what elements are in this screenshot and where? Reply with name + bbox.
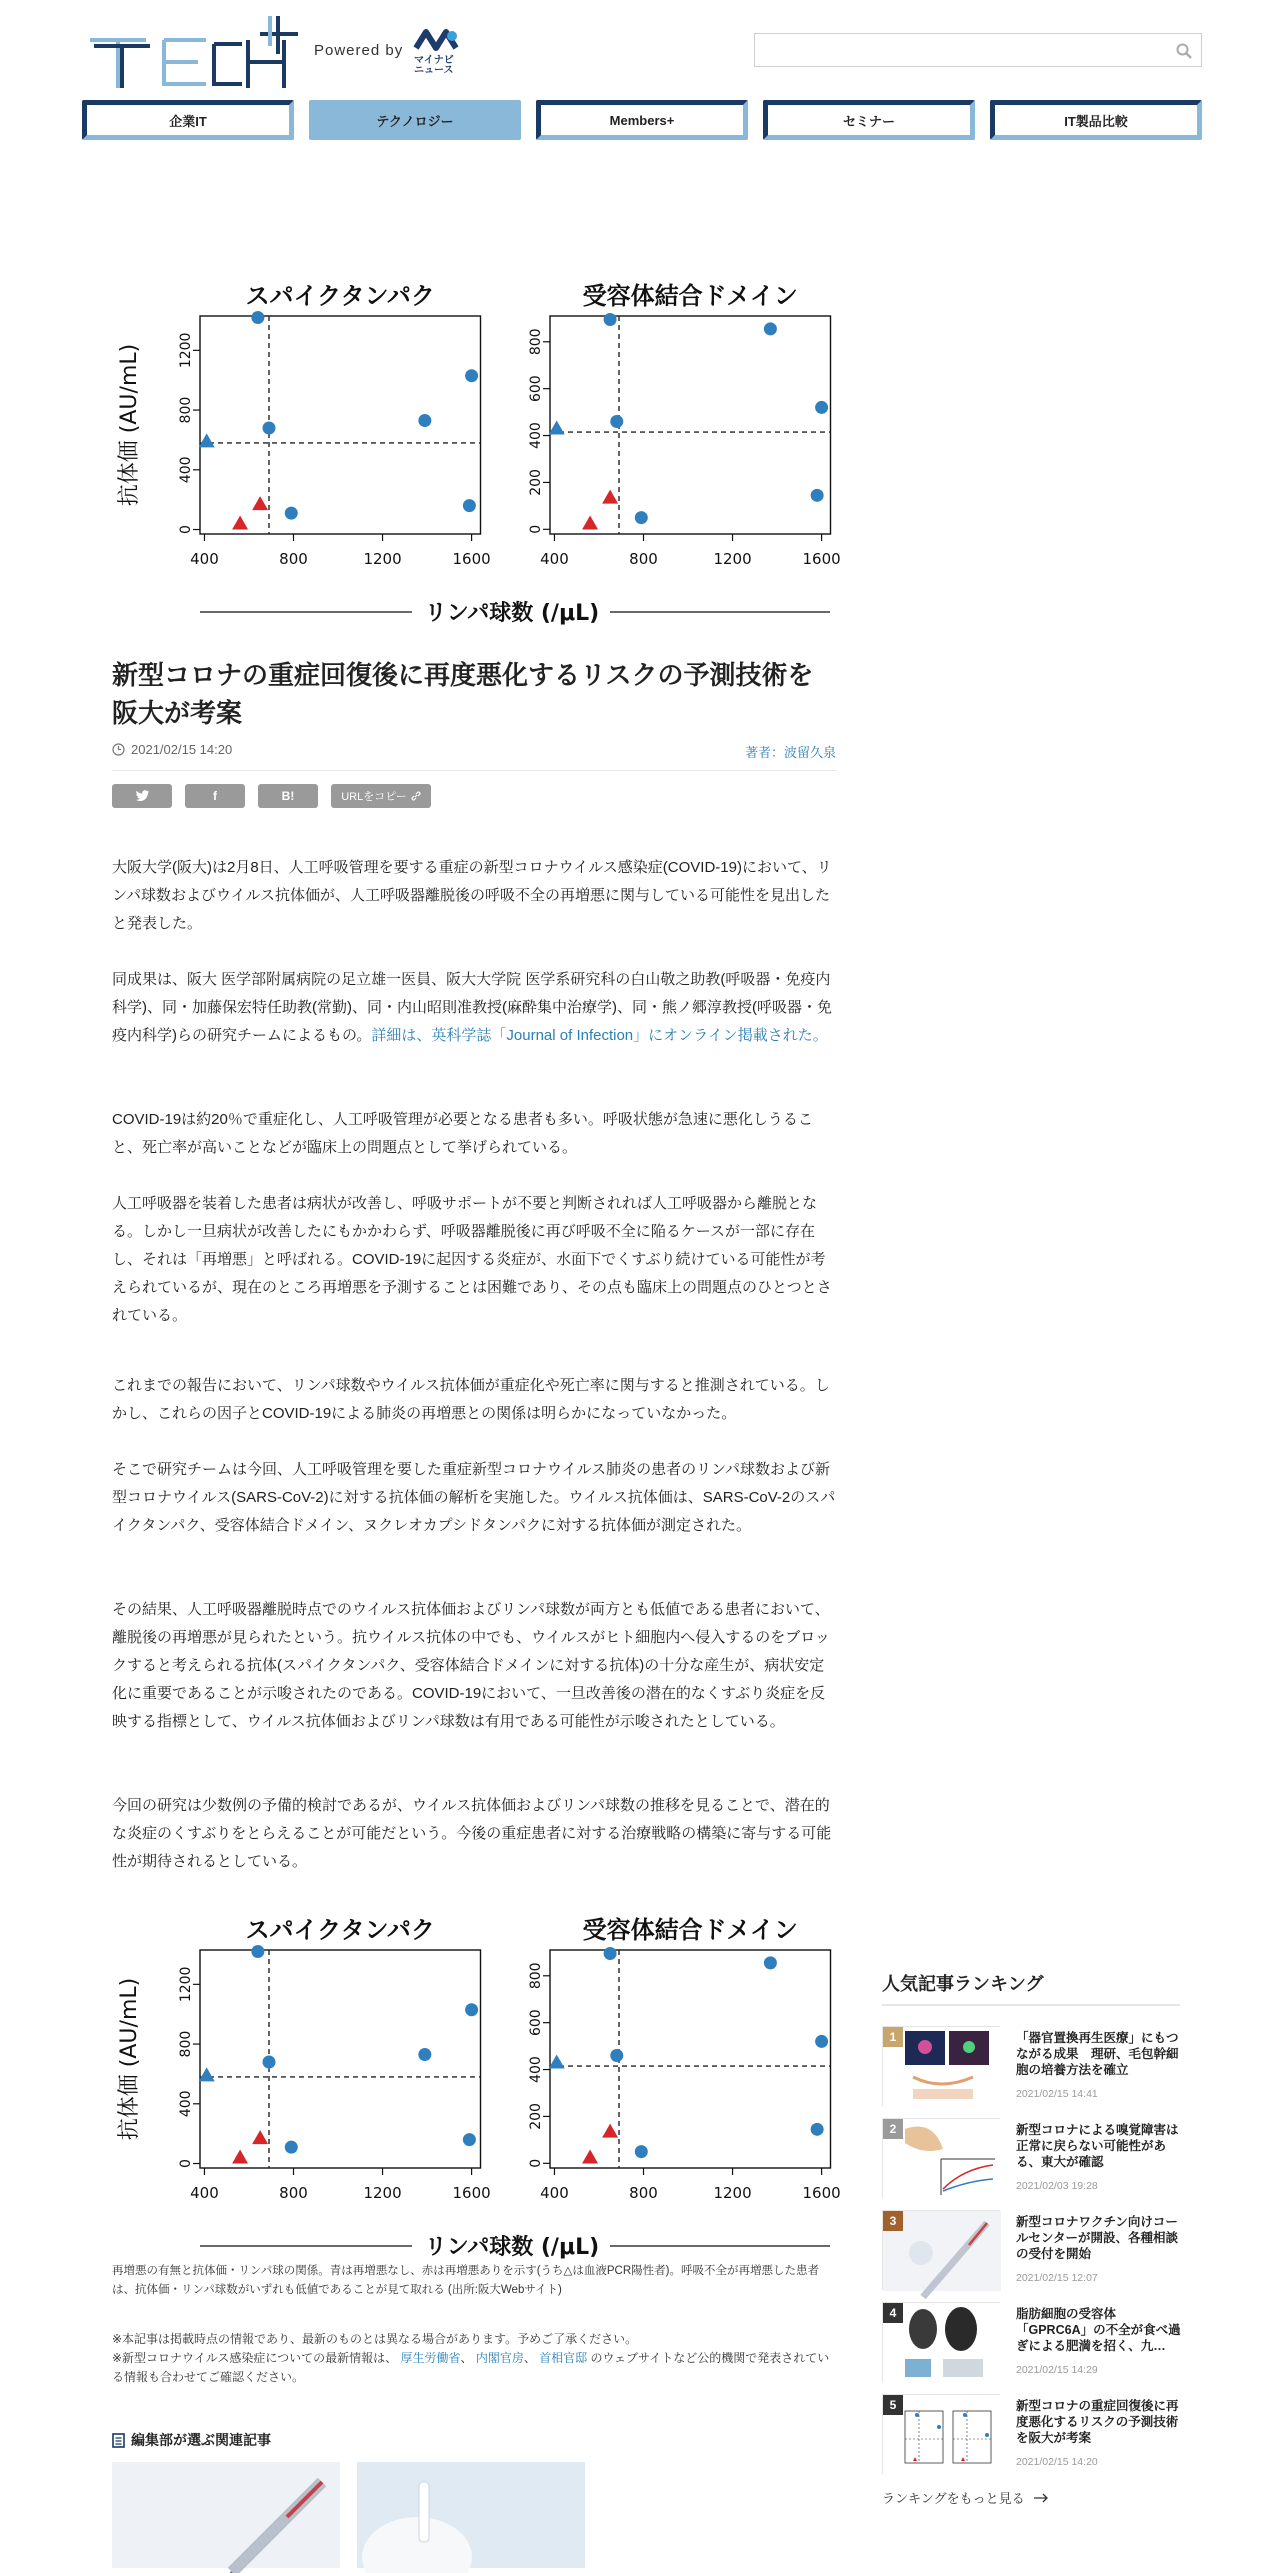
ranking-title-2: 新型コロナによる嗅覚障害は正常に戻らない可能性がある、東大が確認 — [1016, 2123, 1179, 2169]
panel-2-point-blue-circle-2 — [610, 2049, 623, 2062]
panel-2-point-red-triangle-1 — [582, 2149, 598, 2163]
powered-by-text: Powered by — [314, 42, 404, 59]
ranking-more-link[interactable] — [882, 2488, 1049, 2507]
article-paragraph-3: COVID-19は約20％で重症化し、人工呼吸管理が必要となる患者も多い。呼吸状態が急速に悪化しうること、死亡率が高いことなどが臨床上の問題点として挙げられている。 — [112, 1111, 813, 1156]
panel-1-xtick-label-400: 400 — [190, 2184, 219, 2202]
note-timeliness: ※本記事は掲載時点の情報であり、最新のものとは異なる場合があります。予めご了承ください。 — [112, 2332, 638, 2346]
share-facebook-button[interactable]: f — [185, 784, 245, 808]
panel-2-ytick-label-600: 600 — [528, 375, 544, 403]
panel-2-ytick-label-400: 400 — [528, 422, 544, 449]
panel-2-frame — [550, 1950, 831, 2168]
panel-1-ytick-label-0: 0 — [178, 525, 194, 534]
cabinet-secretariat-link[interactable]: 内閣官房 — [475, 2351, 524, 2365]
panel-1-point-red-triangle-2 — [252, 496, 268, 510]
article-title: 新型コロナの重症回復後に再度悪化するリスクの予測技術を阪大が考案 — [112, 660, 814, 728]
ranking-date-1: 2021/02/15 14:41 — [1016, 2088, 1098, 2100]
related-articles-heading — [112, 2430, 271, 2450]
panel-2-ytick-label-600: 600 — [528, 2009, 544, 2037]
panel-1-point-red-triangle-1 — [232, 516, 248, 530]
copy-url-label: URLをコピー — [341, 791, 407, 803]
panel-1-xtick-label-1600: 1600 — [452, 550, 491, 568]
antibody-lymphocyte-figure-top — [112, 266, 841, 626]
journal-link[interactable]: 詳細は、英科学誌「Journal of Infection」にオンライン掲載された。 — [371, 1027, 828, 1044]
panel-2-xtick-label-400: 400 — [540, 2184, 569, 2202]
panel-1-point-red-triangle-2 — [252, 2130, 268, 2144]
panel-1-point-blue-circle-1 — [251, 1945, 264, 1958]
ranking-divider — [882, 2004, 1180, 2006]
panel-1-title: スパイクタンパク — [245, 1916, 435, 1944]
ranking-date-2: 2021/02/03 19:28 — [1016, 2180, 1098, 2192]
panel-1-point-blue-circle-4 — [418, 2048, 431, 2061]
arrow-right-icon — [1033, 2493, 1049, 2503]
ranking-date-3: 2021/02/15 12:07 — [1016, 2272, 1098, 2284]
panel-1-ytick-label-800: 800 — [178, 396, 194, 424]
panel-2-point-red-triangle-1 — [582, 515, 598, 529]
panel-1-ytick-label-0: 0 — [178, 2159, 194, 2168]
article-paragraph-8: 今回の研究は少数例の予備的検討であるが、ウイルス抗体価およびリンパ球数の推移を見ることで、潜在的な炎症のくすぶりをとらえることが可能だという。今後の重症患者に対する治療戦略の構築に寄与する可能性が期待されるとしている。 — [112, 1797, 832, 1870]
link-icon — [411, 791, 421, 801]
panel-1-ytick-label-1200: 1200 — [178, 1966, 194, 2003]
panel-1-point-blue-circle-2 — [263, 421, 276, 434]
rank-badge-1: 1 — [883, 2027, 903, 2047]
article-paragraph-4: 人工呼吸器を装着した患者は病状が改善し、呼吸サポートが不要と判断されれば人工呼吸器から離脱となる。しかし一旦病状が改善したにもかかわらず、呼吸器離脱後に再び呼吸不全に陥るケースが一部に存在し、それは「再増悪」と呼ばれる。COVID-19に起因する炎症が、水面下でくすぶり続けている可能性が考えられているが、現在のところ再増悪を予測することは困難であり、その点も臨床上の問題点のひとつとされている。 — [112, 1195, 832, 1324]
ranking-title-3: 新型コロナワクチン向けコールセンターが開設、各種相談の受付を開始 — [1016, 2215, 1179, 2261]
panel-1-ytick-label-1200: 1200 — [178, 332, 194, 369]
panel-2-ytick-label-800: 800 — [528, 328, 544, 356]
related-heading-text: 編集部が選ぶ関連記事 — [131, 2432, 271, 2448]
panel-2-point-blue-circle-3 — [635, 511, 648, 524]
ranking-item-5[interactable] — [882, 2394, 1182, 2478]
panel-2-point-blue-circle-3 — [635, 2145, 648, 2158]
panel-1-point-blue-circle-3 — [285, 2141, 298, 2154]
ranking-item-1[interactable] — [882, 2026, 1182, 2110]
article-paragraph-1: 大阪大学(阪大)は2月8日、人工呼吸管理を要する重症の新型コロナウイルス感染症(COVID-19)において、リンパ球数およびウイルス抗体価が、人工呼吸器離脱後の呼吸不全の再増悪に関与している可能性を見出したと発表した。 — [112, 859, 832, 932]
panel-2-point-blue-circle-6 — [815, 2035, 828, 2048]
panel-2-ytick-label-200: 200 — [528, 469, 544, 496]
paragraph-2-text: 同成果は、阪大 医学部附属病院の足立雄一医員、阪大大学院 医学系研究科の白山敬之助教(呼吸器・免疫内科学)、同・加藤保宏特任助教(常勤)、同・内山昭則准教授(麻酔集中治療学)、同・熊ノ郷淳教授(呼吸器・免疫内科学)らの研究チームによるもの。 — [112, 971, 832, 1044]
panel-1-xtick-label-800: 800 — [279, 2184, 308, 2202]
panel-1-frame — [200, 1950, 481, 2168]
panel-2-point-red-triangle-2 — [602, 2124, 618, 2138]
ranking-thumb-4 — [882, 2302, 1000, 2382]
panel-2-point-blue-circle-4 — [764, 1956, 777, 1969]
search-box[interactable] — [754, 33, 1202, 67]
panel-2-point-blue-circle-1 — [604, 1947, 617, 1960]
panel-1-ytick-label-800: 800 — [178, 2030, 194, 2058]
nav-tab-members-plus[interactable]: Members+ — [536, 100, 748, 140]
panel-2-point-blue-circle-5 — [811, 2123, 824, 2136]
panel-1-xtick-label-1600: 1600 — [452, 2184, 491, 2202]
panel-2-xtick-label-800: 800 — [629, 2184, 658, 2202]
nav-tab-technology[interactable]: テクノロジー — [309, 100, 521, 140]
rank-badge-2: 2 — [883, 2119, 903, 2139]
ranking-more-text: ランキングをもっと見る — [882, 2491, 1025, 2506]
panel-1-frame — [200, 316, 481, 534]
panel-2-point-blue-circle-5 — [811, 489, 824, 502]
ranking-item-4[interactable] — [882, 2302, 1182, 2386]
panel-2-title: 受容体結合ドメイン — [582, 282, 798, 310]
site-header — [0, 0, 1284, 150]
panel-1-point-blue-circle-1 — [251, 311, 264, 324]
article-date — [112, 742, 232, 757]
panel-1-point-blue-circle-3 — [285, 507, 298, 520]
nav-tab-enterprise-it[interactable]: 企業IT — [82, 100, 294, 140]
panel-2-point-blue-triangle-1 — [549, 2055, 565, 2069]
rank-badge-5: 5 — [883, 2395, 903, 2415]
panel-1-point-blue-circle-6 — [465, 2003, 478, 2016]
panel-2-point-blue-circle-4 — [764, 322, 777, 335]
rank-badge-4: 4 — [883, 2303, 903, 2323]
article-paragraph-2 — [112, 966, 836, 1050]
panel-1-ytick-label-400: 400 — [178, 456, 194, 484]
panel-1-title: スパイクタンパク — [245, 282, 435, 310]
ranking-date-5: 2021/02/15 14:20 — [1016, 2456, 1098, 2468]
share-twitter-button[interactable] — [112, 784, 172, 808]
article-paragraph-7: その結果、人工呼吸器離脱時点でのウイルス抗体価およびリンパ球数が両方とも低値である患者において、離脱後の再増悪が見られたという。抗ウイルス抗体の中でも、ウイルスがヒト細胞内へ侵入するのをブロックすると考えられる抗体(スパイクタンパク、受容体結合ドメインに対する抗体)の十分な産生が、病状安定化に重要であることが示唆されたのである。COVID-19において、一旦改善後の潜在的なくすぶり炎症を反映する指標として、ウイルス抗体価およびリンパ球数は有用である可能性が示唆されたとしている。 — [112, 1601, 830, 1730]
syringe-image-icon — [112, 2462, 340, 2568]
nav-tab-it-product-compare[interactable]: IT製品比較 — [990, 100, 1202, 140]
nav-tab-seminar[interactable]: セミナー — [763, 100, 975, 140]
panel-2-xtick-label-800: 800 — [629, 550, 658, 568]
panel-1-point-blue-circle-2 — [263, 2055, 276, 2068]
ranking-thumb-3 — [882, 2210, 1000, 2290]
document-icon — [112, 2433, 125, 2448]
ranking-item-2[interactable] — [882, 2118, 1182, 2202]
copy-url-button[interactable] — [331, 784, 431, 808]
panel-1-point-red-triangle-1 — [232, 2150, 248, 2164]
panel-1-point-blue-triangle-1 — [199, 2067, 215, 2081]
panel-2-xtick-label-400: 400 — [540, 550, 569, 568]
panel-1-ytick-label-400: 400 — [178, 2090, 194, 2118]
panel-2-title: 受容体結合ドメイン — [582, 1916, 798, 1944]
panel-2-point-blue-triangle-1 — [549, 421, 565, 435]
panel-2-ytick-label-800: 800 — [528, 1962, 544, 1990]
article-paragraph-5: これまでの報告において、リンパ球数やウイルス抗体価が重症化や死亡率に関与すると推測されている。しかし、これらの因子とCOVID-19による肺炎の再増悪との関係は明らかになっていなかった。 — [112, 1377, 830, 1422]
panel-2-xtick-label-1600: 1600 — [802, 550, 841, 568]
rank-badge-3: 3 — [883, 2211, 903, 2231]
article-date-text: 2021/02/15 14:20 — [131, 742, 233, 757]
mhlw-link[interactable]: 厚生労働省 — [400, 2351, 461, 2365]
note-covid-suffix: のウェブサイトなど公的機関で発表されている情報も合わせてご確認ください。 — [112, 2351, 830, 2384]
panel-1-xtick-label-400: 400 — [190, 550, 219, 568]
figure-caption: 再増悪の有無と抗体価・リンパ球の関係。青は再増悪なし、赤は再増悪ありを示す(うち△は血液PCR陽性者)。呼吸不全が再増悪した患者は、抗体価・リンパ球数がいずれも低値であることが見て取れる (出所:阪大Webサイト) — [112, 2265, 819, 2296]
ranking-title-5: 新型コロナの重症回復後に再度悪化するリスクの予測技術を阪大が考案 — [1016, 2399, 1179, 2445]
panel-1-xtick-label-1200: 1200 — [363, 550, 402, 568]
panel-2-xtick-label-1200: 1200 — [713, 550, 752, 568]
panel-2-ytick-label-400: 400 — [528, 2056, 544, 2083]
panel-1-xtick-label-800: 800 — [279, 550, 308, 568]
pm-office-link[interactable]: 首相官邸 — [539, 2351, 588, 2365]
panel-2-frame — [550, 316, 831, 534]
panel-2-point-blue-circle-6 — [815, 401, 828, 414]
y-axis-label: 抗体価 (AU/mL) — [117, 343, 142, 507]
panel-2-xtick-label-1200: 1200 — [713, 2184, 752, 2202]
related-article-thumb-1[interactable] — [112, 2462, 340, 2568]
article-meta — [112, 742, 836, 768]
x-axis-label: リンパ球数 (/μL) — [424, 2235, 600, 2260]
tech-plus-logo[interactable] — [88, 14, 300, 90]
lab-glove-image-icon — [357, 2462, 585, 2568]
ranking-heading: 人気記事ランキング — [882, 1974, 1044, 1994]
panel-1-point-blue-circle-5 — [463, 2133, 476, 2146]
antibody-lymphocyte-figure-bottom — [112, 1900, 841, 2260]
share-buttons — [112, 784, 431, 808]
clock-icon — [112, 743, 125, 756]
main-nav — [82, 100, 1202, 142]
panel-2-xtick-label-1600: 1600 — [802, 2184, 841, 2202]
related-article-thumb-2[interactable] — [357, 2462, 585, 2568]
ranking-title-1: 「器官置換再生医療」にもつながる成果 理研、毛包幹細胞の培養方法を確立 — [1016, 2031, 1179, 2077]
panel-2-ytick-label-200: 200 — [528, 2103, 544, 2130]
panel-2-point-red-triangle-2 — [602, 490, 618, 504]
ranking-thumb-2 — [882, 2118, 1000, 2198]
panel-2-point-blue-circle-1 — [604, 313, 617, 326]
ranking-item-3[interactable] — [882, 2210, 1182, 2294]
article-paragraph-6: そこで研究チームは今回、人工呼吸管理を要した重症新型コロナウイルス肺炎の患者のリンパ球数および新型コロナウイルス(SARS-CoV-2)に対する抗体価の解析を実施した。ウイルス抗体価は、SARS-CoV-2のスパイクタンパク、受容体結合ドメイン、ヌクレオカプシドタンパクに対する抗体価が測定された。 — [112, 1461, 836, 1534]
search-icon[interactable] — [1175, 42, 1193, 60]
panel-1-xtick-label-1200: 1200 — [363, 2184, 402, 2202]
panel-1-point-blue-circle-4 — [418, 414, 431, 427]
note-covid-info: ※新型コロナウイルス感染症についての最新情報は、 厚生労働省、 内閣官房、 首相官邸 のウェブサイトなど公的機関で発表されている情報も合わせてご確認ください。 — [112, 2351, 830, 2384]
ranking-title-4: 脂肪細胞の受容体「GPRC6A」の不全が食べ過ぎによる肥満を招く、九… — [1016, 2307, 1181, 2353]
meta-divider — [112, 770, 836, 771]
panel-1-point-blue-circle-6 — [465, 369, 478, 382]
mynavi-news-label: マイナビ ニュース — [414, 55, 454, 76]
panel-2-ytick-label-0: 0 — [528, 524, 544, 534]
panel-2-point-blue-circle-2 — [610, 415, 623, 428]
twitter-bird-icon — [135, 790, 150, 802]
ranking-thumb-1 — [882, 2026, 1000, 2106]
share-hatena-button[interactable]: B! — [258, 784, 318, 808]
article-author-link[interactable]: 著者：波留久泉 — [744, 745, 836, 760]
panel-1-point-blue-triangle-1 — [199, 433, 215, 447]
ranking-thumb-5 — [882, 2394, 1000, 2474]
panel-2-ytick-label-0: 0 — [528, 2158, 544, 2168]
y-axis-label: 抗体価 (AU/mL) — [117, 1977, 142, 2141]
article-notes — [112, 2330, 836, 2387]
note-covid-prefix: ※新型コロナウイルス感染症についての最新情報は、 — [112, 2351, 398, 2365]
ranking-date-4: 2021/02/15 14:29 — [1016, 2364, 1098, 2376]
panel-1-point-blue-circle-5 — [463, 499, 476, 512]
x-axis-label: リンパ球数 (/μL) — [424, 601, 600, 626]
